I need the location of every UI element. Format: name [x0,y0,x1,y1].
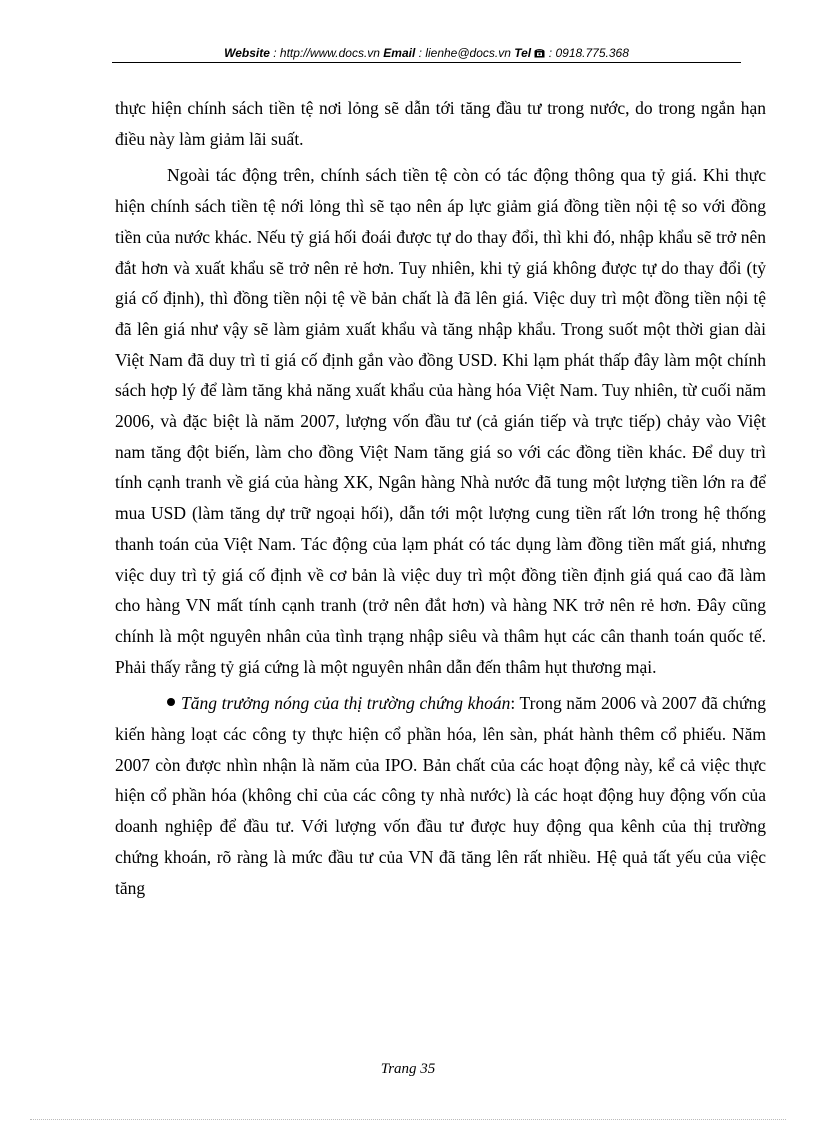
email-value[interactable]: : lienhe@docs.vn [415,46,515,60]
bullet-paragraph [115,688,766,903]
website-value[interactable]: : http://www.docs.vn [269,46,384,60]
bullet-icon [167,698,175,706]
page-header [112,44,741,62]
page-bottom-border [30,1119,786,1120]
paragraph-1: thực hiện chính sách tiền tệ nơi lỏng sẽ dẫn tới tăng đầu tư trong nước, do trong ngắn hạn điều này làm giảm lãi suất. [115,98,766,149]
bullet-text: : Trong năm 2006 và 2007 đã chứng kiến hàng loạt các công ty thực hiện cổ phần hóa, lên sàn, phát hành thêm cổ phiếu. Năm 2007 còn được nhìn nhận là năm của IPO. Bản chất của các hoạt động này, kể cả việc thực hiện cổ phần hóa (không chỉ của các công ty nhà nước) là các hoạt động huy động vốn của doanh nghiệp để đầu tư. Với lượng vốn đầu tư được huy động qua kênh của thị trường chứng khoán, rõ ràng là mức đầu tư của VN đã tăng lên rất nhiều. Hệ quả tất yếu của việc tăng [115,693,766,898]
header-divider [112,62,741,63]
website-label: Website [224,46,270,60]
email-label: Email [383,46,416,60]
tel-value: : 0918.775.368 [545,46,629,60]
page-number: Trang 35 [380,1061,436,1077]
bullet-heading: Tăng trưởng nóng của thị trường chứng khoán [181,693,511,714]
phone-icon [534,48,545,58]
document-body [115,93,766,909]
tel-label: Tel [514,46,532,60]
paragraph-2: Ngoài tác động trên, chính sách tiền tệ còn có tác động thông qua tỷ giá. Khi thực hiện chính sách tiền tệ nới lỏng thì sẽ tạo nên áp lực giảm giá đồng tiền nội tệ so với đồng tiền của nước khác. Nếu tỷ giá hối đoái được tự do thay đổi, thì khi đó, nhập khẩu sẽ trở nên đắt hơn và xuất khẩu sẽ trở nên rẻ hơn. Tuy nhiên, khi tỷ giá không được tự do thay đổi (tỷ giá cố định), thì đồng tiền nội tệ về bản chất là đã lên giá. Việc duy trì một đồng tiền nội tệ đã lên giá như vậy sẽ làm giảm xuất khẩu và tăng nhập khẩu. Trong suốt một thời gian dài Việt Nam đã duy trì tỉ giá cố định gắn vào đồng USD. Khi lạm phát thấp đây làm một chính sách hợp lý để làm tăng khả năng xuất khẩu của hàng hóa Việt Nam. Tuy nhiên, từ cuối năm 2006, và đặc biệt là năm 2007, lượng vốn đầu tư (cả gián tiếp và trực tiếp) chảy vào Việt nam tăng đột biến, làm cho đồng Việt Nam tăng giá so với các đồng tiền khác. Để duy trì tính cạnh tranh về giá của hàng XK, Ngân hàng Nhà nước đã tung một lượng tiền lớn ra để mua USD (làm tăng dự trữ ngoại hối), dẫn tới một lượng cung tiền rất lớn trong hệ thống thanh toán của Việt Nam. Tác động của lạm phát có tác dụng làm đồng tiền mất giá, nhưng việc duy trì tỷ giá cố định về cơ bản là việc duy trì một đồng tiền định giá quá cao đã làm cho hàng VN mất tính cạnh tranh (trở nên đắt hơn) và hàng NK trở nên rẻ hơn. Đây cũng chính là một nguyên nhân của tình trạng nhập siêu và thâm hụt các cân thanh toán quốc tế. Phải thấy rằng tỷ giá cứng là một nguyên nhân dẫn đến thâm hụt thương mại. [115,165,766,677]
